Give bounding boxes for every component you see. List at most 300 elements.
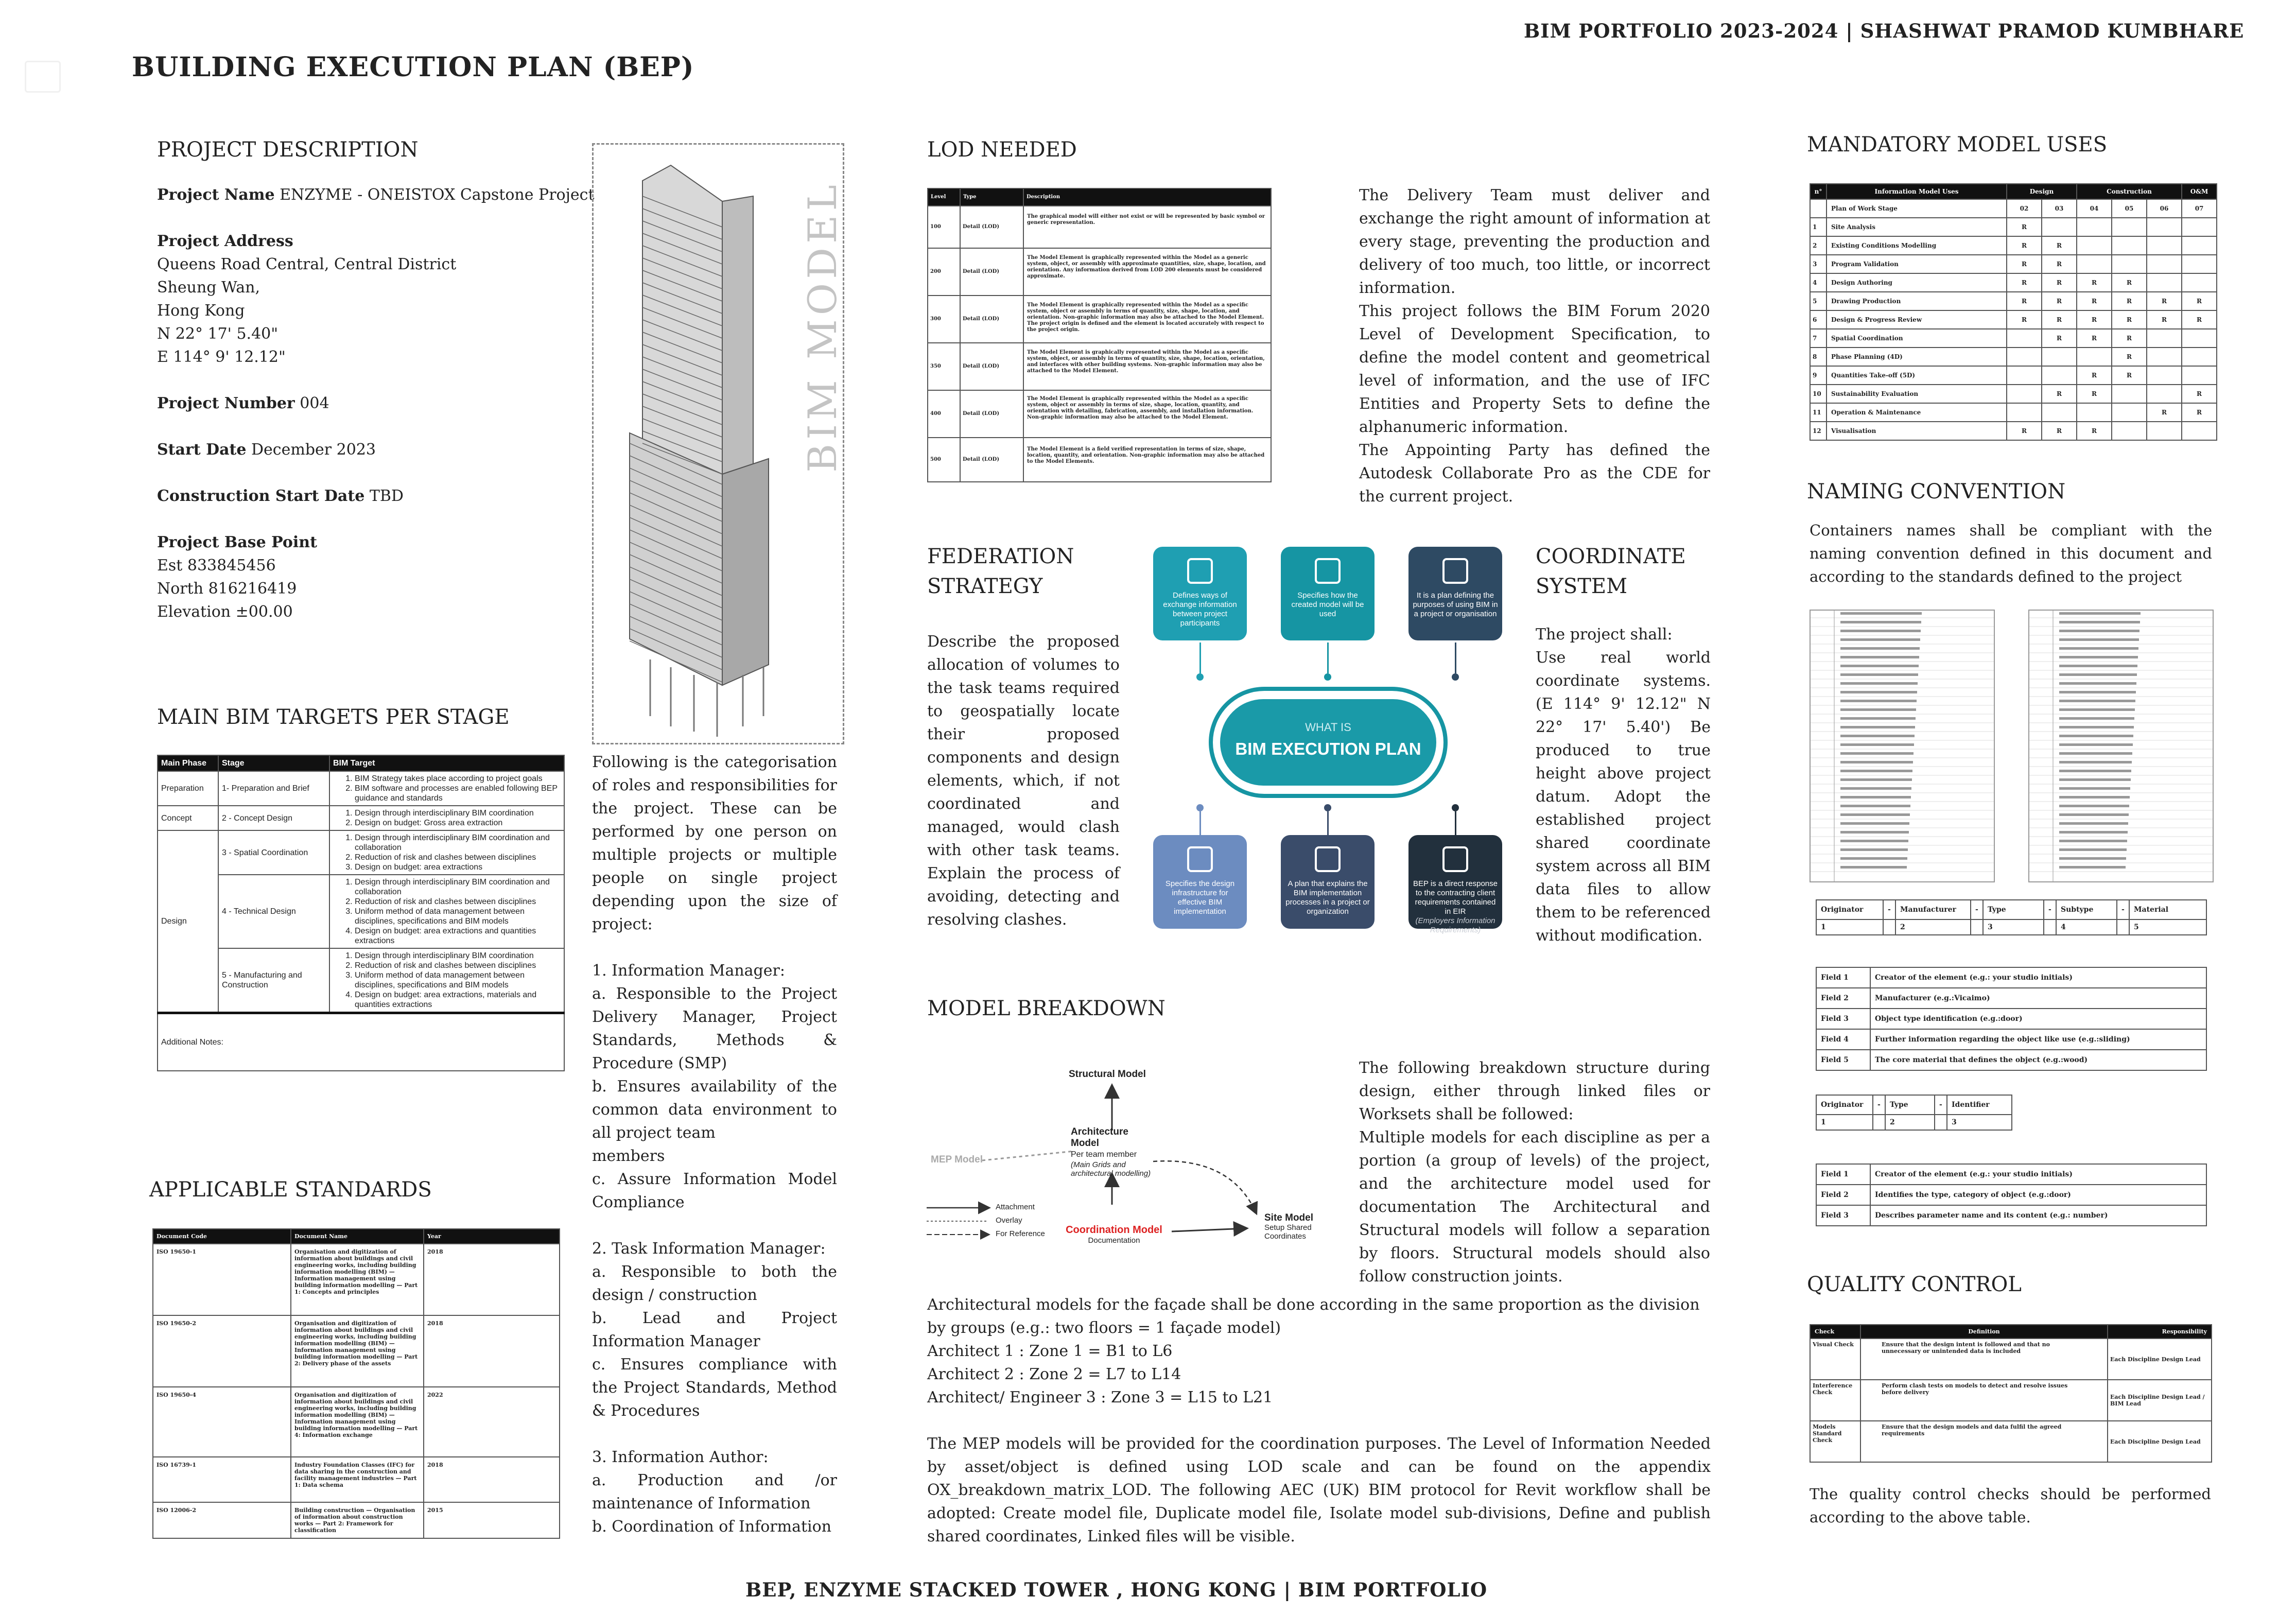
use-mark <box>2112 422 2147 440</box>
role-duty: c. Assure Information Model Compliance <box>592 1170 837 1211</box>
lod-type: Detail (LOD) <box>960 390 1023 438</box>
bim-model-label: BIM MODEL <box>799 181 845 473</box>
lod-type: Detail (LOD) <box>960 248 1023 296</box>
use-name: Phase Planning (4D) <box>1827 348 2007 366</box>
bep-center <box>1220 699 1436 786</box>
table-header: Definition <box>1860 1325 2108 1339</box>
use-mark <box>2182 218 2217 236</box>
use-mark: R <box>2182 292 2217 310</box>
connector-line <box>1199 642 1201 673</box>
lod-heading: LOD NEEDED <box>927 138 1077 162</box>
facade-text <box>927 1293 1711 1548</box>
naming-value-cell: 1 <box>1816 919 1883 935</box>
role-title: 3. Information Author: <box>592 1448 769 1466</box>
lod-level: 500 <box>928 438 960 482</box>
use-mark: R <box>2077 292 2112 310</box>
federation-paragraph: Describe the proposed allocation of volumes to the task teams required to geospatially locate their proposed components and design elements, which, if not coordinated and managed, would clash with other task teams. Explain the process of avoiding, detecting and resolving clashes. <box>927 633 1120 929</box>
federation-text <box>927 630 1120 931</box>
lod-level: 300 <box>928 296 960 343</box>
bep-card <box>1281 547 1375 640</box>
use-mark: 05 <box>2112 199 2147 218</box>
lod-level: 200 <box>928 248 960 296</box>
use-mark: R <box>2182 385 2217 403</box>
lod-desc: The Model Element is a field verified representation in terms of size, shape, location, quantity, and orientation. Non-graphic information may also be attached to the Model Elements. <box>1023 438 1271 482</box>
use-mark: R <box>2182 403 2217 422</box>
use-mark: R <box>2077 422 2112 440</box>
role-duty: b. Lead and Project Information Manager <box>592 1309 837 1350</box>
classification-table-left <box>1810 610 1995 882</box>
construction-start-label: Construction Start Date <box>157 487 365 505</box>
base-point-label: Project Base Point <box>157 533 317 551</box>
standard-name: Organisation and digitization of information about buildings and civil engineering works, including building information modelling (BIM) — Information management using building information modelling — Part 4: Information exchange <box>291 1387 424 1457</box>
naming-header-cell: Identifier <box>1947 1095 2012 1115</box>
legend-reference: For Reference <box>996 1229 1045 1238</box>
use-mark: R <box>2077 273 2112 292</box>
naming-value-cell <box>1883 919 1895 935</box>
table-header: n° <box>1810 184 1827 199</box>
architecture-line: Architecture <box>1071 1126 1128 1137</box>
use-number: 4 <box>1810 273 1827 292</box>
use-mark: 07 <box>2182 199 2217 218</box>
quality-paragraph: The quality control checks should be performed according to the above table. <box>1810 1485 2211 1526</box>
naming-value-cell: 3 <box>1983 919 2044 935</box>
target-item: 2. Reduction of risk and clashes between disciplines <box>355 961 561 970</box>
check-cell: Interference Check <box>1810 1380 1860 1421</box>
standard-name: Building construction — Organisation of information about construction works — Part 2: Framework for classification <box>291 1502 424 1538</box>
role-duty: c. Ensures compliance with the Project Standards, Method & Procedures <box>592 1356 837 1420</box>
address-line: Queens Road Central, Central District <box>157 255 457 273</box>
field-desc: Manufacturer (e.g.:Vicaimo) <box>1870 988 2206 1009</box>
table-row <box>153 1244 560 1315</box>
lod-paragraph <box>1359 184 1710 508</box>
use-mark: R <box>2077 329 2112 348</box>
table-row <box>1810 1421 2212 1462</box>
use-mark <box>2147 366 2182 385</box>
address-line: N 22° 17' 5.40" <box>157 325 279 343</box>
table-row <box>158 948 564 1013</box>
responsibility-cell: Each Discipline Design Lead / BIM Lead <box>2108 1380 2212 1421</box>
use-mark: R <box>2007 422 2042 440</box>
federation-heading <box>927 542 1074 601</box>
targets-cell <box>329 830 564 875</box>
use-mark: R <box>2007 255 2042 273</box>
field-row <box>1816 967 2206 988</box>
project-description-heading: PROJECT DESCRIPTION <box>157 138 419 162</box>
table-row <box>1810 385 2217 403</box>
table-row <box>153 1457 560 1502</box>
field-label: Field 1 <box>1816 967 1870 988</box>
process-icon <box>1315 846 1341 872</box>
use-mark <box>2112 255 2147 273</box>
use-number: 6 <box>1810 310 1827 329</box>
structural-model-label: Structural Model <box>1069 1069 1146 1080</box>
naming-fields-1 <box>1816 967 2207 1071</box>
use-mark: 04 <box>2077 199 2112 218</box>
definition-cell: Ensure that the design intent is followed and that no unnecessary or unintended data is included <box>1860 1339 2108 1380</box>
coordinate-heading-line: SYSTEM <box>1536 575 1628 598</box>
use-mark <box>2147 422 2182 440</box>
table-row <box>158 830 564 875</box>
table-header: Check <box>1810 1325 1860 1339</box>
model-uses-table <box>1810 183 2217 441</box>
bep-card-text: Specifies how the created model will be used <box>1291 591 1364 618</box>
target-item: 1. Design through interdisciplinary BIM coordination and collaboration <box>355 833 561 853</box>
lod-level: 400 <box>928 390 960 438</box>
use-mark: R <box>2182 310 2217 329</box>
naming-header-cell: - <box>1883 900 1895 919</box>
use-mark <box>2007 403 2042 422</box>
use-mark: R <box>2147 292 2182 310</box>
legend-overlay: Overlay <box>996 1216 1022 1225</box>
use-mark <box>2147 236 2182 255</box>
coordinate-text <box>1536 623 1711 947</box>
table-row <box>1810 366 2217 385</box>
stage-cell: 4 - Technical Design <box>218 875 329 948</box>
page-footer: BEP, ENZYME STACKED TOWER , HONG KONG | BIM PORTFOLIO <box>745 1578 1488 1601</box>
documentation-label: Documentation <box>1088 1236 1140 1245</box>
connector-line <box>1327 642 1329 673</box>
target-item: 1. Design through interdisciplinary BIM coordination <box>355 808 561 818</box>
use-name: Drawing Production <box>1827 292 2007 310</box>
bep-diagram <box>1148 547 1508 934</box>
field-row <box>1816 1009 2206 1029</box>
bep-card <box>1408 547 1502 640</box>
table-row <box>928 248 1271 296</box>
use-mark: R <box>2112 366 2147 385</box>
project-description <box>157 183 600 623</box>
field-row <box>1816 1029 2206 1050</box>
field-desc: Creator of the element (e.g.: your studio initials) <box>1870 967 2206 988</box>
targets-cell <box>329 948 564 1013</box>
naming-header-cell: Originator <box>1816 900 1883 919</box>
use-mark <box>2147 329 2182 348</box>
bep-card-text: A plan that explains the BIM implementation processes in a project or organization <box>1285 879 1370 916</box>
table-header: Stage <box>218 755 329 771</box>
bep-center-small: WHAT IS <box>1305 721 1351 734</box>
bep-card-text: It is a plan defining the purposes of using BIM in a project or organisation <box>1413 591 1498 618</box>
target-item: 2. Reduction of risk and clashes between disciplines <box>355 897 561 907</box>
target-item: 2. Reduction of risk and clashes between disciplines <box>355 853 561 862</box>
field-desc: Identifies the type, category of object (e.g.:door) <box>1870 1185 2206 1205</box>
table-row <box>158 771 564 806</box>
table-header: Document Code <box>153 1229 291 1244</box>
table-row <box>153 1387 560 1457</box>
use-mark: R <box>2112 273 2147 292</box>
use-name: Existing Conditions Modelling <box>1827 236 2007 255</box>
field-desc: Further information regarding the object like use (e.g.:sliding) <box>1870 1029 2206 1050</box>
use-mark: R <box>2007 236 2042 255</box>
use-mark: R <box>2147 403 2182 422</box>
use-mark: R <box>2112 292 2147 310</box>
additional-notes: Additional Notes: <box>158 1013 564 1071</box>
bep-card <box>1153 547 1247 640</box>
lod-desc: The graphical model will either not exist or will be represented by basic symbol or generic representation. <box>1023 206 1271 248</box>
project-name-label: Project Name <box>157 186 275 204</box>
base-point-line: Elevation ±00.00 <box>157 603 293 621</box>
table-row <box>1810 1339 2212 1380</box>
naming-header-cell: - <box>2117 900 2129 919</box>
field-label: Field 3 <box>1816 1009 1870 1029</box>
table-header: Description <box>1023 188 1271 206</box>
naming-value-cell: 3 <box>1947 1115 2012 1130</box>
site-title: Site Model <box>1264 1212 1314 1223</box>
field-desc: The core material that defines the object (e.g.:wood) <box>1870 1050 2206 1070</box>
use-name: Spatial Coordination <box>1827 329 2007 348</box>
table-row <box>1810 422 2217 440</box>
table-row <box>1810 1380 2212 1421</box>
targets-cell <box>329 771 564 806</box>
role-duty: members <box>592 1147 665 1165</box>
use-mark: R <box>2042 236 2077 255</box>
standard-year: 2018 <box>424 1457 560 1502</box>
definition-cell: Ensure that the design models and data fulfil the agreed requirements <box>1860 1421 2108 1462</box>
use-mark <box>2147 255 2182 273</box>
mep-model-label: MEP Model <box>931 1154 983 1165</box>
use-mark: 03 <box>2042 199 2077 218</box>
use-mark: R <box>2007 218 2042 236</box>
exchange-icon <box>1187 558 1213 584</box>
use-number <box>1810 199 1827 218</box>
use-mark <box>2077 403 2112 422</box>
standard-year: 2022 <box>424 1387 560 1457</box>
construction-start-value: TBD <box>364 487 404 505</box>
use-mark <box>2182 273 2217 292</box>
per-team-label: Per team member <box>1071 1150 1137 1159</box>
responsibility-cell: Each Discipline Design Lead <box>2108 1339 2212 1380</box>
use-mark <box>2112 403 2147 422</box>
naming-header-cell: Originator <box>1816 1095 1873 1115</box>
standard-code: ISO 19650-2 <box>153 1315 291 1387</box>
definition-cell: Perform clash tests on models to detect and resolve issues before delivery <box>1860 1380 2108 1421</box>
breakdown-paragraph: The following breakdown structure during design, either through linked files or Worksets shall be followed: <box>1359 1059 1710 1123</box>
naming-header-cell: - <box>1971 900 1983 919</box>
use-mark: 06 <box>2147 199 2182 218</box>
use-mark <box>2042 366 2077 385</box>
naming-header-cell: - <box>1873 1095 1885 1115</box>
lod-table <box>927 188 1272 482</box>
architecture-line: Model <box>1071 1138 1099 1149</box>
lod-desc: The Model Element is graphically represented within the Model as a generic system, object, or assembly with approximate quantities, size, shape, location, and orientation. Any information derived from LOD 200 elements must be considered approximate. <box>1023 248 1271 296</box>
table-header: Main Phase <box>158 755 218 771</box>
field-desc: Describes parameter name and its content (e.g.: number) <box>1870 1205 2206 1226</box>
bim-targets-heading: MAIN BIM TARGETS PER STAGE <box>157 705 510 729</box>
use-mark <box>2007 348 2042 366</box>
bim-targets-table <box>157 755 565 1071</box>
use-mark <box>2042 348 2077 366</box>
naming-value-cell <box>2117 919 2129 935</box>
use-mark: R <box>2042 422 2077 440</box>
connector-dot <box>1324 673 1331 681</box>
model-breakdown-text <box>1359 1056 1710 1288</box>
use-mark: 02 <box>2007 199 2042 218</box>
connector-dot <box>1196 804 1204 811</box>
coordination-title: Coordination Model <box>1066 1224 1162 1236</box>
plan-icon <box>1442 558 1468 584</box>
lod-type: Detail (LOD) <box>960 296 1023 343</box>
table-header: Construction <box>2077 184 2182 199</box>
use-mark: R <box>2112 348 2147 366</box>
project-name-value: ENZYME - ONEISTOX Capstone Project <box>274 186 595 204</box>
naming-value-cell: 2 <box>1885 1115 1935 1130</box>
lod-level: 100 <box>928 206 960 248</box>
logo-mark <box>25 61 61 93</box>
table-header: Design <box>2007 184 2077 199</box>
standard-year: 2015 <box>424 1502 560 1538</box>
use-mark: R <box>2147 310 2182 329</box>
table-row <box>1810 310 2217 329</box>
naming-values-row <box>1816 1115 2012 1130</box>
standard-code: ISO 16739-1 <box>153 1457 291 1502</box>
bep-card <box>1281 835 1375 929</box>
connector-line <box>1455 642 1456 673</box>
naming-value-cell <box>1971 919 1983 935</box>
quality-table <box>1810 1324 2212 1463</box>
model-breakdown-diagram <box>927 1058 1328 1254</box>
classification-table-lines <box>2029 611 2213 881</box>
use-number: 2 <box>1810 236 1827 255</box>
target-item: 1. BIM Strategy takes place according to project goals <box>355 774 561 784</box>
stage-cell: 3 - Spatial Coordination <box>218 830 329 875</box>
naming-value-cell <box>2044 919 2056 935</box>
naming-header-row <box>1816 1095 2012 1115</box>
table-row <box>1810 199 2217 218</box>
use-mark <box>2042 403 2077 422</box>
architecture-model-label <box>1071 1126 1151 1178</box>
address-line: Hong Kong <box>157 302 245 320</box>
table-header: O&M <box>2182 184 2217 199</box>
role-duty: a. Responsible to both the design / construction <box>592 1263 837 1304</box>
table-header: Type <box>960 188 1023 206</box>
naming-value-cell: 1 <box>1816 1115 1873 1130</box>
target-item: 3. Design on budget: area extractions <box>355 862 561 872</box>
stage-cell: 2 - Concept Design <box>218 806 329 830</box>
connector-dot <box>1452 804 1459 811</box>
lod-text: This project follows the BIM Forum 2020 Level of Development Specification, to define the model content and geometrical level of information, and the use of IFC Entities and Property Sets to define the alphanumeric information. <box>1359 302 1710 436</box>
standard-name: Organisation and digitization of information about buildings and civil engineering works, including building information modelling (BIM) — Information management using building information modelling — Part 2: Delivery phase of the assets <box>291 1315 424 1387</box>
quality-text <box>1810 1483 2211 1529</box>
connector-dot <box>1196 673 1204 681</box>
table-header: Document Name <box>291 1229 424 1244</box>
field-row <box>1816 1185 2206 1205</box>
classification-table-right <box>2028 610 2214 882</box>
table-row <box>1810 273 2217 292</box>
bep-card-text: Defines ways of exchange information between project participants <box>1163 591 1237 628</box>
naming-header-row <box>1816 900 2206 919</box>
federation-heading-line: STRATEGY <box>927 575 1043 598</box>
standard-code: ISO 19650-1 <box>153 1244 291 1315</box>
per-team-sub: architectural modelling) <box>1071 1169 1151 1178</box>
base-point-line: Est 833845456 <box>157 557 276 575</box>
table-row <box>928 206 1271 248</box>
field-label: Field 2 <box>1816 1185 1870 1205</box>
use-mark: R <box>2042 273 2077 292</box>
connector-dot <box>1452 673 1459 681</box>
use-mark <box>2077 218 2112 236</box>
naming-header-cell: Type <box>1885 1095 1935 1115</box>
use-number: 5 <box>1810 292 1827 310</box>
use-name: Design Authoring <box>1827 273 2007 292</box>
naming-values-row <box>1816 919 2206 935</box>
page-title: BUILDING EXECUTION PLAN (BEP) <box>132 51 694 83</box>
mep-paragraph: The MEP models will be provided for the coordination purposes. The Level of Information Needed by asset/object is defined using LOD scale and can be found on the appendix OX_breakdown_matrix_LOD. The following AEC (UK) BIM protocol for Revit workflow shall be adopted: Create model file, Duplicate model file, Isolate model sub-divisions, Define and publish shared coordinates, Linked files will be visible. <box>927 1435 1711 1545</box>
naming-value-cell: 5 <box>2129 919 2206 935</box>
naming-text <box>1810 519 2212 588</box>
use-mark <box>2147 385 2182 403</box>
target-item: 4. Design on budget: area extractions and quantities extractions <box>355 926 561 946</box>
use-mark <box>2182 348 2217 366</box>
portfolio-header: BIM PORTFOLIO 2023-2024 | SHASHWAT PRAMOD KUMBHARE <box>1524 20 2245 42</box>
use-mark <box>2147 218 2182 236</box>
table-row <box>1810 292 2217 310</box>
field-row <box>1816 1164 2206 1185</box>
use-name: Plan of Work Stage <box>1827 199 2007 218</box>
use-mark: R <box>2077 310 2112 329</box>
model-uses-heading: MANDATORY MODEL USES <box>1807 133 2108 157</box>
per-team-sub: (Main Grids and <box>1071 1160 1126 1169</box>
lod-text: The Delivery Team must deliver and exchange the right amount of information at every stage, preventing the production and delivery of too much, too little, or incorrect information. <box>1359 186 1710 297</box>
field-label: Field 2 <box>1816 988 1870 1009</box>
project-number-value: 004 <box>294 394 329 412</box>
roles-text <box>592 751 837 1538</box>
phase-cell: Preparation <box>158 771 218 806</box>
classification-table-lines <box>1811 611 1994 881</box>
standards-heading: APPLICABLE STANDARDS <box>149 1178 432 1202</box>
naming-header-cell: - <box>1935 1095 1947 1115</box>
breakdown-paragraph: Multiple models for each discipline as per a portion (a group of levels) of the project, and the architecture model used for documentation The Architectural and Structural models will follow a separation by floors. Structural models should also follow construction joints. <box>1359 1128 1710 1286</box>
targets-cell <box>329 806 564 830</box>
naming-value-cell: 4 <box>2056 919 2117 935</box>
coordination-model-label <box>1063 1224 1166 1245</box>
role-duty: b. Coordination of Information <box>592 1518 832 1536</box>
model-breakdown-heading: MODEL BREAKDOWN <box>927 997 1166 1020</box>
naming-fields-2 <box>1816 1164 2207 1226</box>
use-mark <box>2007 329 2042 348</box>
table-header: BIM Target <box>329 755 564 771</box>
model-icon <box>1315 558 1341 584</box>
naming-header-cell: - <box>2044 900 2056 919</box>
use-mark: R <box>2112 329 2147 348</box>
role-duty: b. Ensures availability of the common data environment to all project team <box>592 1078 837 1142</box>
lod-desc: The Model Element is graphically represented within the Model as a specific system, object or assembly in terms of size, shape, location, quantity, and orientation with detailing, fabrication, assembly, and installation information. Non-graphic information may also be attached to the Model Element. <box>1023 390 1271 438</box>
bep-card <box>1408 835 1502 934</box>
table-header: Level <box>928 188 960 206</box>
table-row <box>928 390 1271 438</box>
check-cell: Models Standard Check <box>1810 1421 1860 1462</box>
zone-line: Architect 1 : Zone 1 = B1 to L6 <box>927 1342 1173 1360</box>
use-name: Site Analysis <box>1827 218 2007 236</box>
standard-year: 2018 <box>424 1315 560 1387</box>
naming-value-cell <box>1873 1115 1885 1130</box>
use-name: Visualisation <box>1827 422 2007 440</box>
naming-header-cell: Manufacturer <box>1895 900 1971 919</box>
target-item: 2. Design on budget: Gross area extraction <box>355 818 561 828</box>
base-point-line: North 816216419 <box>157 580 297 598</box>
use-number: 1 <box>1810 218 1827 236</box>
table-row <box>158 806 564 830</box>
table-row <box>1810 348 2217 366</box>
use-mark: R <box>2007 292 2042 310</box>
coordinate-heading <box>1536 542 1686 601</box>
target-item: 1. Design through interdisciplinary BIM coordination <box>355 951 561 961</box>
coordinate-heading-line: COORDINATE <box>1536 545 1686 568</box>
standard-code: ISO 12006-2 <box>153 1502 291 1538</box>
use-mark: R <box>2042 292 2077 310</box>
use-mark <box>2147 348 2182 366</box>
field-row <box>1816 1050 2206 1070</box>
use-name: Sustainability Evaluation <box>1827 385 2007 403</box>
table-row <box>158 1013 564 1071</box>
zone-line: Architect/ Engineer 3 : Zone 3 = L15 to L21 <box>927 1388 1273 1406</box>
